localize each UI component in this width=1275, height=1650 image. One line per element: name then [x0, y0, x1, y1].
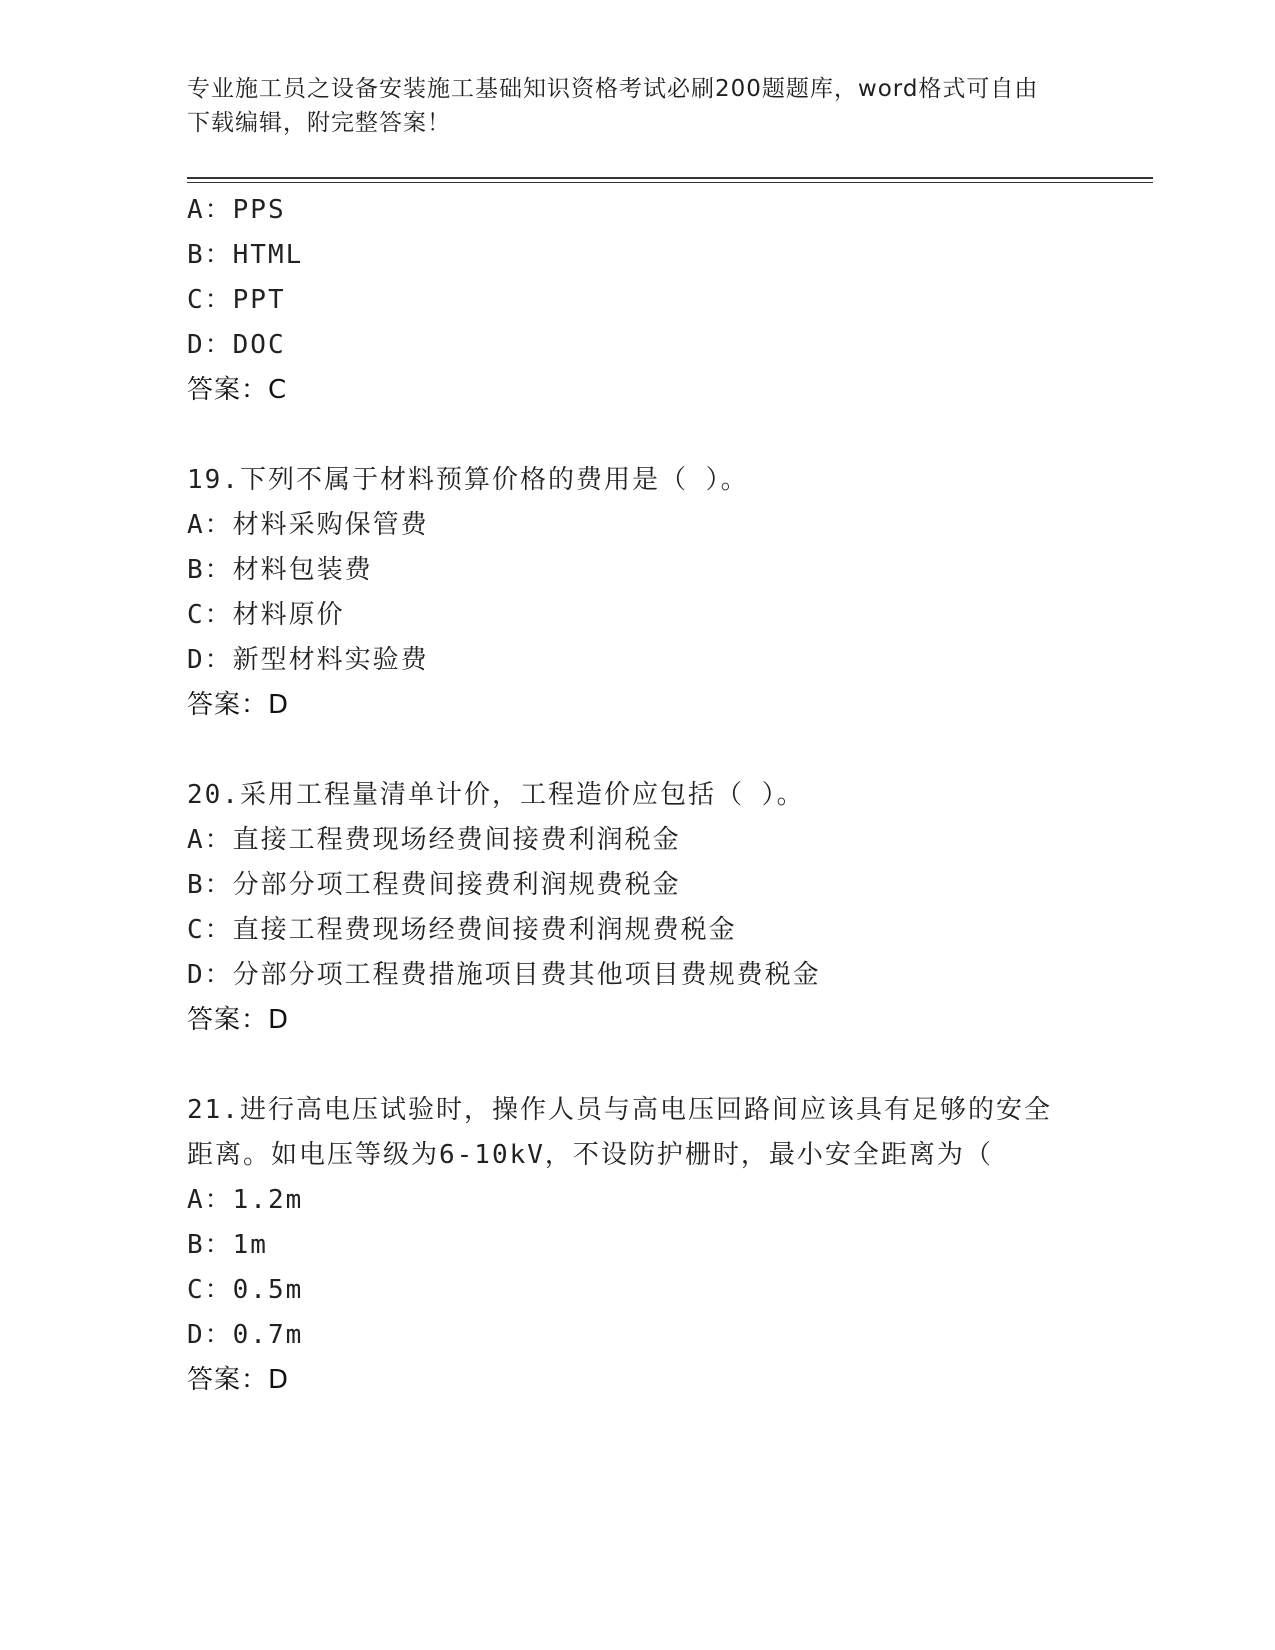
- question-stem: [187, 1088, 1067, 1178]
- answer: 答案：D: [187, 690, 290, 720]
- header-line-2: 下载编辑，附完整答案！: [187, 110, 451, 136]
- question-stem-line-1: 21.进行高电压试验时，操作人员与高电压回路间应该具有足够的安全: [187, 1095, 1052, 1125]
- answer: 答案：D: [187, 1005, 290, 1035]
- option-c: C：直接工程费现场经费间接费利润规费税金: [187, 915, 737, 945]
- question-stem: 19.下列不属于材料预算价格的费用是（ ）。: [187, 465, 749, 495]
- option-d: D：DOC: [187, 330, 286, 360]
- question-21: [187, 1088, 1087, 1403]
- option-b: B：材料包装费: [187, 555, 373, 585]
- header-divider: [187, 177, 1153, 179]
- option-d: D：0.7m: [187, 1320, 304, 1350]
- option-a: A：1.2m: [187, 1185, 304, 1215]
- header-line-1: 专业施工员之设备安装施工基础知识资格考试必刷200题题库，word格式可自由: [187, 76, 1039, 102]
- option-a: A：材料采购保管费: [187, 510, 429, 540]
- question-stem: 20.采用工程量清单计价，工程造价应包括（ ）。: [187, 780, 805, 810]
- option-b: B：1m: [187, 1230, 268, 1260]
- option-b: B：HTML: [187, 240, 304, 270]
- option-b: B：分部分项工程费间接费利润规费税金: [187, 870, 681, 900]
- option-a: A：PPS: [187, 195, 286, 225]
- answer: 答案：D: [187, 1365, 290, 1395]
- option-a: A：直接工程费现场经费间接费利润税金: [187, 825, 681, 855]
- question-20: [187, 773, 1087, 1043]
- document-header: [187, 72, 1067, 140]
- question-18: [187, 188, 1087, 413]
- option-d: D：新型材料实验费: [187, 645, 429, 675]
- header-divider-thin: [187, 182, 1153, 183]
- answer: 答案：C: [187, 375, 288, 405]
- option-d: D：分部分项工程费措施项目费其他项目费规费税金: [187, 960, 821, 990]
- question-stem-line-2: 距离。如电压等级为6-10kV，不设防护栅时，最小安全距离为（: [187, 1140, 993, 1170]
- question-list: [187, 188, 1087, 1403]
- question-19: [187, 458, 1087, 728]
- option-c: C：0.5m: [187, 1275, 304, 1305]
- option-c: C：材料原价: [187, 600, 345, 630]
- option-c: C：PPT: [187, 285, 286, 315]
